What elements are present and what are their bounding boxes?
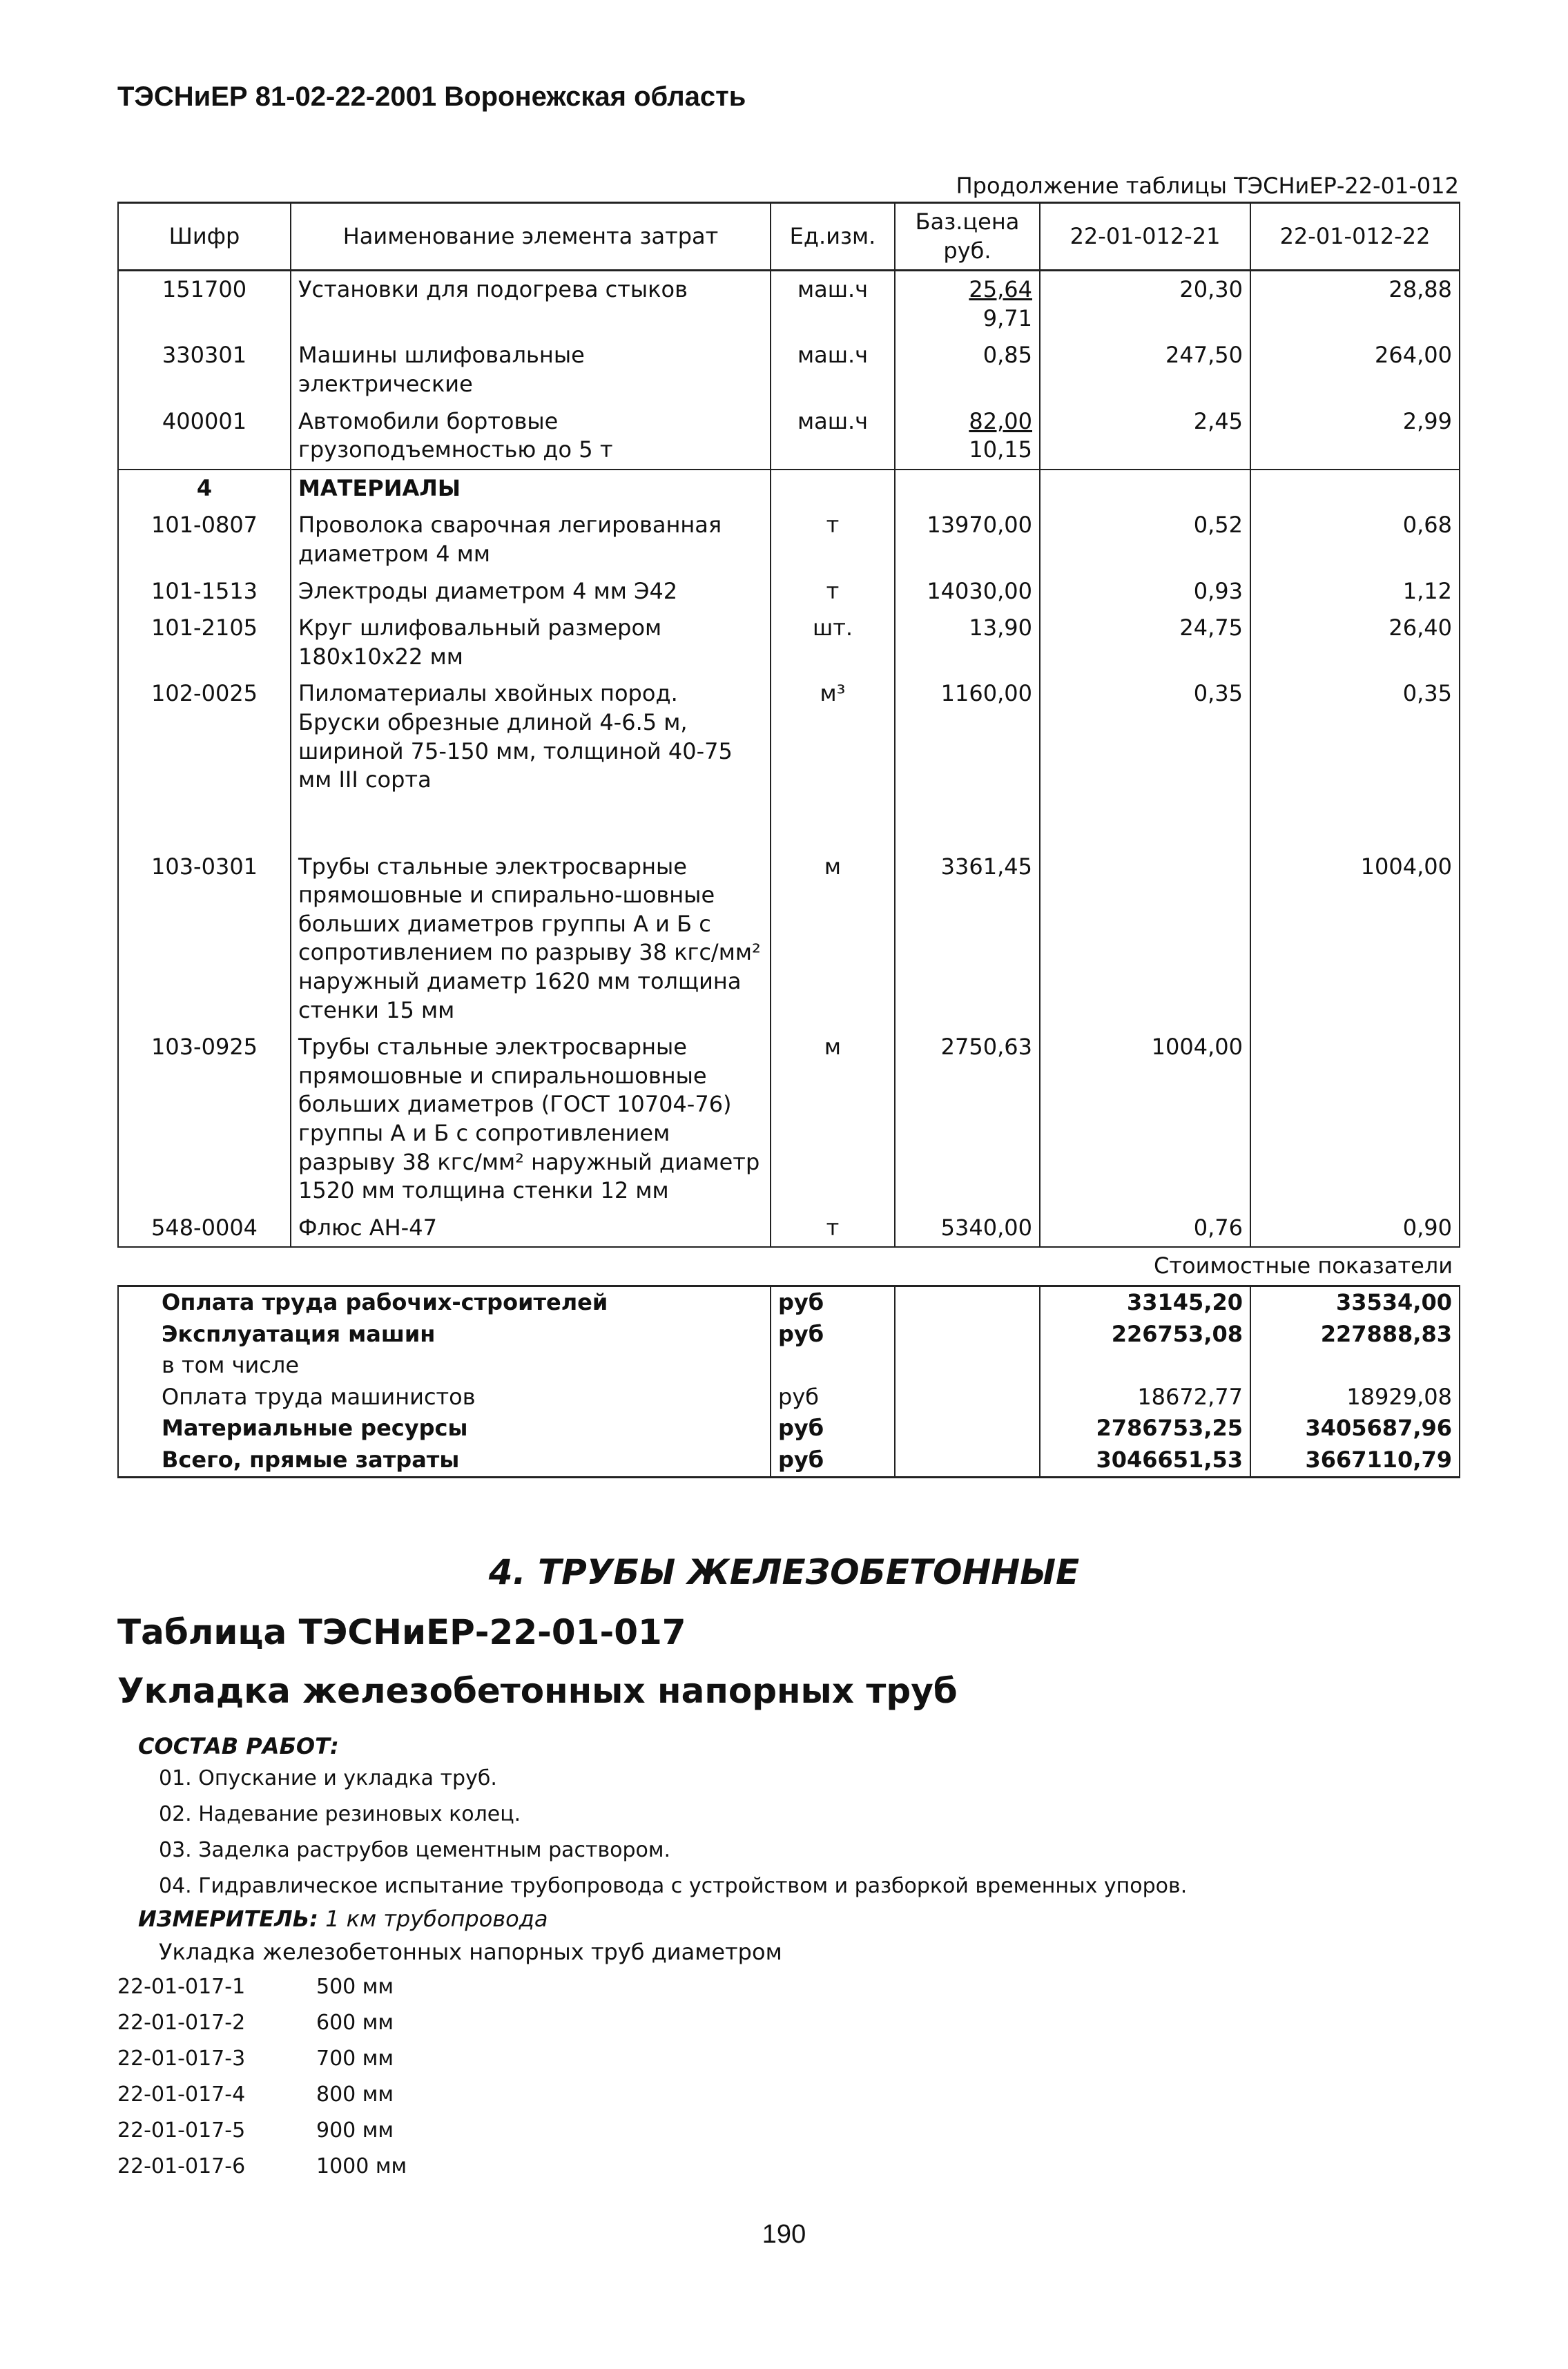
row-value-21: 2,45 (1040, 403, 1250, 470)
total-label: Оплата труда машинистов (118, 1382, 771, 1413)
row-code: 151700 (118, 271, 291, 338)
section-row (118, 470, 1460, 507)
work-item: 01. Опускание и укладка труб. (159, 1766, 497, 1790)
header-name: Наименование элемента затрат (291, 203, 771, 271)
table-row (118, 1210, 1460, 1248)
empty-cell (895, 470, 1040, 507)
empty-cell (895, 1382, 1040, 1413)
pipe-item (117, 2118, 394, 2143)
total-unit: руб (771, 1319, 895, 1351)
row-price-wage: 10,15 (969, 436, 1032, 463)
row-code: 103-0925 (118, 1029, 291, 1210)
table-row (118, 271, 1460, 338)
row-value-21: 24,75 (1040, 610, 1250, 675)
row-unit: маш.ч (771, 403, 895, 470)
total-label: в том числе (118, 1350, 771, 1382)
row-name: Проволока сварочная легированная диаметром 4 мм (291, 507, 771, 572)
row-price: 82,00 (969, 407, 1032, 434)
row-value-21: 0,52 (1040, 507, 1250, 572)
empty-cell (895, 1319, 1040, 1351)
pipe-code: 22-01-017-6 (117, 2154, 246, 2178)
row-unit: т (771, 1210, 895, 1248)
table-row (118, 507, 1460, 572)
row-name: Автомобили бортовые грузоподъемностью до 5 т (291, 403, 771, 470)
section-name: МАТЕРИАЛЫ (291, 470, 771, 507)
row-price: 13,90 (895, 610, 1040, 675)
cost-indicators-label: Стоимостные показатели (118, 1247, 1460, 1286)
row-unit: т (771, 573, 895, 610)
total-value-22 (1250, 1350, 1460, 1382)
table-row (118, 573, 1460, 610)
total-row (118, 1319, 1460, 1351)
row-name: Круг шлифовальный размером 180х10х22 мм (291, 610, 771, 675)
total-value-21: 18672,77 (1040, 1382, 1250, 1413)
total-value-22: 18929,08 (1250, 1382, 1460, 1413)
row-unit: т (771, 507, 895, 572)
header-col-21: 22-01-012-21 (1040, 203, 1250, 271)
total-value-21 (1040, 1350, 1250, 1382)
row-price: 0,85 (895, 337, 1040, 403)
total-unit (771, 1350, 895, 1382)
empty-cell (1040, 799, 1250, 849)
row-code: 548-0004 (118, 1210, 291, 1248)
row-code: 101-1513 (118, 573, 291, 610)
row-code: 103-0301 (118, 849, 291, 1029)
pipe-item (117, 2082, 394, 2107)
total-row (118, 1413, 1460, 1444)
pipe-item (117, 2047, 394, 2071)
total-value-21: 3046651,53 (1040, 1444, 1250, 1477)
total-value-22: 3667110,79 (1250, 1444, 1460, 1477)
row-name: Установки для подогрева стыков (291, 271, 771, 338)
empty-cell (1250, 799, 1460, 849)
table-row (118, 675, 1460, 798)
measure-unit (138, 1906, 548, 1932)
total-row (118, 1444, 1460, 1477)
pipe-item (117, 1975, 394, 1999)
row-unit: м (771, 849, 895, 1029)
table-row (118, 610, 1460, 675)
row-name: Электроды диаметром 4 мм Э42 (291, 573, 771, 610)
pipe-size: 500 мм (316, 1975, 394, 1999)
measure-value: 1 км трубопровода (325, 1906, 548, 1932)
empty-cell (895, 1286, 1040, 1319)
document-header: ТЭСНиЕР 81-02-22-2001 Воронежская область (117, 81, 746, 112)
total-row (118, 1286, 1460, 1319)
row-value-21: 247,50 (1040, 337, 1250, 403)
row-unit: маш.ч (771, 337, 895, 403)
spacer-row (118, 799, 1460, 849)
total-label: Эксплуатация машин (118, 1319, 771, 1351)
pipe-item (117, 2011, 394, 2035)
total-value-22: 33534,00 (1250, 1286, 1460, 1319)
row-value-21: 0,93 (1040, 573, 1250, 610)
row-name: Пиломатериалы хвойных пород. Бруски обрезные длиной 4-6.5 м, шириной 75-150 мм, толщиной 40-75 мм III сорта (291, 675, 771, 798)
row-price: 13970,00 (895, 507, 1040, 572)
table-row (118, 849, 1460, 1029)
work-composition-label: СОСТАВ РАБОТ: (138, 1733, 339, 1759)
work-item: 03. Заделка раструбов цементным раствором. (159, 1838, 671, 1862)
empty-cell (895, 1413, 1040, 1444)
table-row (118, 1029, 1460, 1210)
row-price-cell (895, 403, 1040, 470)
section-title: 4. ТРУБЫ ЖЕЛЕЗОБЕТОННЫЕ (488, 1552, 1080, 1592)
row-code: 101-0807 (118, 507, 291, 572)
row-value-22: 1,12 (1250, 573, 1460, 610)
pipe-size: 800 мм (316, 2082, 394, 2107)
pipe-code: 22-01-017-5 (117, 2118, 246, 2143)
row-price: 1160,00 (895, 675, 1040, 798)
row-name: Трубы стальные электросварные прямошовные и спирально-шовные больших диаметров группы А и Б с сопротивлением по разрыву 38 кгс/мм² наружный диаметр 1620 мм толщина стенки 15 мм (291, 849, 771, 1029)
total-label: Всего, прямые затраты (118, 1444, 771, 1477)
page-number: 190 (762, 2220, 806, 2249)
measure-description: Укладка железобетонных напорных труб диаметром (159, 1939, 782, 1965)
table-row (118, 337, 1460, 403)
pipe-code: 22-01-017-3 (117, 2047, 246, 2071)
resource-table (117, 202, 1460, 1478)
empty-cell (895, 799, 1040, 849)
table-title: Таблица ТЭСНиЕР-22-01-017 (117, 1612, 686, 1652)
table-header-row (118, 203, 1460, 271)
total-unit: руб (771, 1413, 895, 1444)
total-unit: руб (771, 1382, 895, 1413)
row-price: 3361,45 (895, 849, 1040, 1029)
total-value-22: 3405687,96 (1250, 1413, 1460, 1444)
pipe-code: 22-01-017-2 (117, 2011, 246, 2035)
total-label: Оплата труда рабочих-строителей (118, 1286, 771, 1319)
empty-cell (771, 799, 895, 849)
row-value-21: 0,76 (1040, 1210, 1250, 1248)
header-col-22: 22-01-012-22 (1250, 203, 1460, 271)
cost-indicators-row (118, 1247, 1460, 1286)
empty-cell (895, 1444, 1040, 1477)
row-unit: м (771, 1029, 895, 1210)
pipe-size: 600 мм (316, 2011, 394, 2035)
pipe-size: 1000 мм (316, 2154, 407, 2178)
row-value-22: 26,40 (1250, 610, 1460, 675)
row-unit: м³ (771, 675, 895, 798)
row-value-22: 2,99 (1250, 403, 1460, 470)
empty-cell (118, 799, 291, 849)
work-item: 02. Надевание резиновых колец. (159, 1802, 521, 1826)
total-value-22: 227888,83 (1250, 1319, 1460, 1351)
work-item: 04. Гидравлическое испытание трубопровода с устройством и разборкой временных упоров. (159, 1874, 1188, 1898)
total-value-21: 33145,20 (1040, 1286, 1250, 1319)
pipe-code: 22-01-017-4 (117, 2082, 246, 2107)
row-unit: шт. (771, 610, 895, 675)
pipe-item (117, 2154, 407, 2178)
total-row (118, 1350, 1460, 1382)
empty-cell (1250, 470, 1460, 507)
total-label: Материальные ресурсы (118, 1413, 771, 1444)
table-row (118, 403, 1460, 470)
row-value-22: 28,88 (1250, 271, 1460, 338)
total-unit: руб (771, 1444, 895, 1477)
header-unit: Ед.изм. (771, 203, 895, 271)
total-unit: руб (771, 1286, 895, 1319)
row-price: 5340,00 (895, 1210, 1040, 1248)
row-value-21 (1040, 849, 1250, 1029)
row-unit: маш.ч (771, 271, 895, 338)
row-value-22: 0,90 (1250, 1210, 1460, 1248)
row-value-22 (1250, 1029, 1460, 1210)
row-name: Флюс АН-47 (291, 1210, 771, 1248)
row-price: 25,64 (969, 276, 1032, 303)
empty-cell (291, 799, 771, 849)
row-name: Машины шлифовальные электрические (291, 337, 771, 403)
total-value-21: 226753,08 (1040, 1319, 1250, 1351)
total-row (118, 1382, 1460, 1413)
row-value-21: 1004,00 (1040, 1029, 1250, 1210)
header-code: Шифр (118, 203, 291, 271)
section-code: 4 (118, 470, 291, 507)
pipe-code: 22-01-017-1 (117, 1975, 246, 1999)
table-subtitle: Укладка железобетонных напорных труб (117, 1671, 958, 1711)
total-value-21: 2786753,25 (1040, 1413, 1250, 1444)
pipe-size: 700 мм (316, 2047, 394, 2071)
empty-cell (895, 1350, 1040, 1382)
row-code: 102-0025 (118, 675, 291, 798)
row-price: 14030,00 (895, 573, 1040, 610)
row-value-21: 0,35 (1040, 675, 1250, 798)
row-value-22: 1004,00 (1250, 849, 1460, 1029)
row-price: 2750,63 (895, 1029, 1040, 1210)
row-name: Трубы стальные электросварные прямошовные и спиральношовные больших диаметров (ГОСТ 10704-76) группы А и Б с сопротивлением разрыву 38 кгс/мм² наружный диаметр 1520 мм толщина стенки 12 мм (291, 1029, 771, 1210)
row-value-22: 0,68 (1250, 507, 1460, 572)
row-code: 330301 (118, 337, 291, 403)
row-price-wage: 9,71 (983, 304, 1032, 331)
row-code: 400001 (118, 403, 291, 470)
empty-cell (771, 470, 895, 507)
row-value-22: 264,00 (1250, 337, 1460, 403)
pipe-size: 900 мм (316, 2118, 394, 2143)
row-code: 101-2105 (118, 610, 291, 675)
continuation-label: Продолжение таблицы ТЭСНиЕР-22-01-012 (956, 173, 1459, 199)
row-price-cell (895, 271, 1040, 338)
header-price: Баз.цена руб. (895, 203, 1040, 271)
measure-label: ИЗМЕРИТЕЛЬ: (138, 1906, 318, 1932)
row-value-22: 0,35 (1250, 675, 1460, 798)
row-value-21: 20,30 (1040, 271, 1250, 338)
empty-cell (1040, 470, 1250, 507)
